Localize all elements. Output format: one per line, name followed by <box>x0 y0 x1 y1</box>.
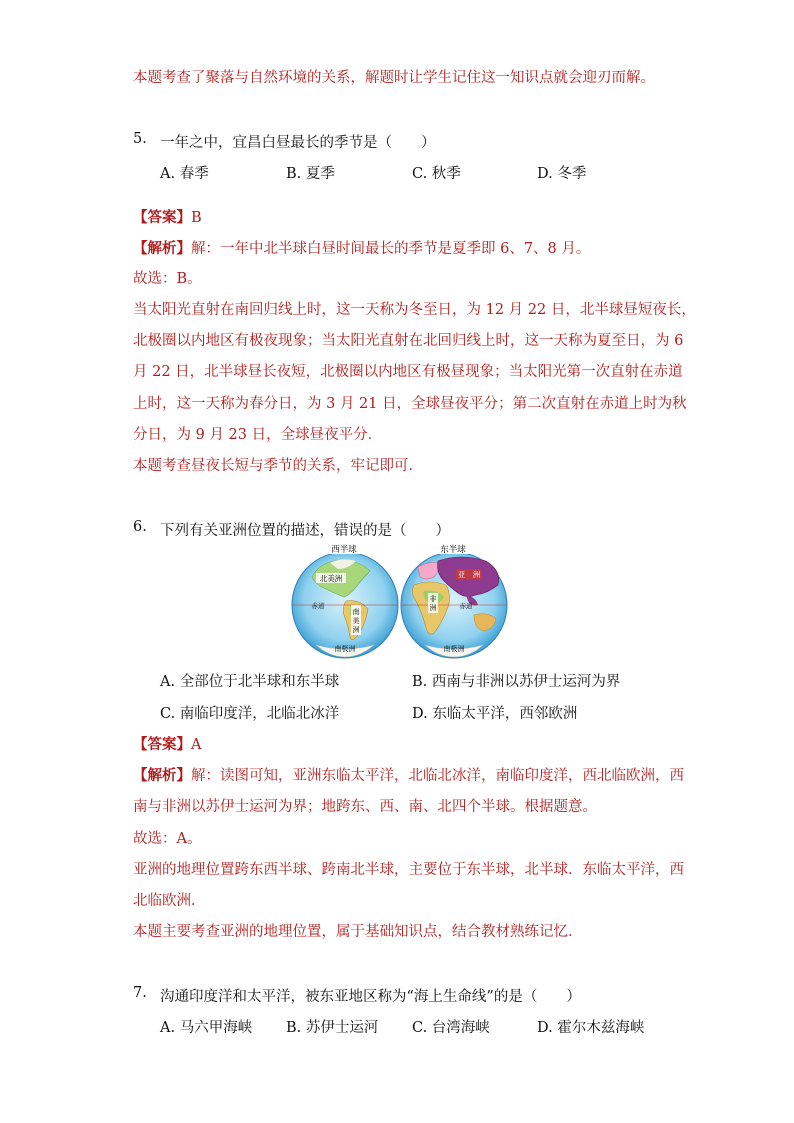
q6-explain-line: 北临欧洲． <box>133 893 206 909</box>
antarctica-label-east: 南极洲 <box>443 645 465 653</box>
q5-explain-line: 月 22 日，北半球昼长夜短，北极圈以内地区有极昼现象；当太阳光第一次直射在赤道 <box>133 364 683 380</box>
q7-text: 沟通印度洋和太平洋，被东亚地区称为“海上生命线”的是（ ） <box>160 989 581 1005</box>
analysis-tag: 【解析】 <box>133 767 191 784</box>
q7-option-d: D. 霍尔木兹海峡 <box>537 1020 645 1036</box>
hemispheres-map <box>290 541 526 659</box>
north-america-label: 北美洲 <box>319 574 343 583</box>
east-hemisphere-title: 东半球 <box>440 545 466 555</box>
analysis-tag: 【解析】 <box>133 240 191 257</box>
analysis-text: 解：读图可知，亚洲东临太平洋，北临北冰洋，南临印度洋，西北临欧洲，西 <box>191 768 684 784</box>
q6-option-a: A. 全部位于北半球和东半球 <box>160 674 340 690</box>
south-america-label: 南美洲 <box>352 608 360 634</box>
eastern-hemisphere <box>401 543 507 658</box>
q6-answer <box>133 733 201 754</box>
q7-number: 7. <box>133 985 147 1001</box>
q5-option-d: D. 冬季 <box>537 166 587 182</box>
q5-answer <box>133 206 202 227</box>
q5-explain-line: 上时，这一天称为春分日，为 3 月 21 日，全球昼夜平分；第二次直射在赤道上时为秋 <box>133 396 687 412</box>
answer-value: A <box>191 737 202 753</box>
q5-summary: 本题考查昼夜长短与季节的关系，牢记即可． <box>133 458 423 474</box>
q5-text: 一年之中，宜昌白昼最长的季节是（ ） <box>160 135 436 151</box>
q5-option-b: B. 夏季 <box>286 166 335 182</box>
q6-number: 6. <box>133 519 147 535</box>
equator-label-east: 赤道 <box>459 602 473 610</box>
equator-label-west: 赤道 <box>311 602 325 610</box>
q5-choose: 故选：B。 <box>133 271 202 287</box>
western-hemisphere <box>292 543 398 658</box>
q5-explain-line: 分日，为 9 月 23 日，全球昼夜平分． <box>133 427 383 443</box>
q6-analysis <box>133 764 684 785</box>
q5-analysis <box>133 237 590 258</box>
answer-tag: 【答案】 <box>133 736 191 753</box>
q7-option-a: A. 马六甲海峡 <box>160 1020 253 1036</box>
q7-option-c: C. 台湾海峡 <box>412 1020 490 1036</box>
west-hemisphere-title: 西半球 <box>331 545 357 555</box>
q6-choose: 故选：A。 <box>133 831 202 847</box>
africa-label: 非洲 <box>429 595 437 612</box>
answer-value: B <box>191 210 202 226</box>
q6-option-d: D. 东临太平洋，西邻欧洲 <box>412 706 578 722</box>
answer-tag: 【答案】 <box>133 209 191 226</box>
q5-number: 5. <box>133 131 147 147</box>
prev-summary: 本题考查了聚落与自然环境的关系，解题时让学生记住这一知识点就会迎刃而解。 <box>133 70 655 86</box>
q5-option-c: C. 秋季 <box>412 166 461 182</box>
q6-text: 下列有关亚洲位置的描述，错误的是（ ） <box>160 523 450 539</box>
q6-option-b: B. 西南与非洲以苏伊士运河为界 <box>412 674 621 690</box>
q6-explain-line: 亚洲的地理位置跨东西半球、跨南北半球，主要位于东半球，北半球．东临太平洋，西 <box>133 862 684 878</box>
asia-label: 亚 洲 <box>457 570 481 579</box>
q5-explain-line: 当太阳光直射在南回归线上时，这一天称为冬至日，为 12 月 22 日，北半球昼短夜长， <box>133 302 696 318</box>
analysis-text: 解：一年中北半球白昼时间最长的季节是夏季即 6、7、8 月。 <box>191 241 591 257</box>
q5-explain-line: 北极圈以内地区有极夜现象；当太阳光直射在北回归线上时，这一天称为夏至日，为 6 <box>133 333 684 349</box>
q6-option-c: C. 南临印度洋，北临北冰洋 <box>160 706 340 722</box>
antarctica-label-west: 南极洲 <box>334 645 356 653</box>
q5-option-a: A. 春季 <box>160 166 209 182</box>
q7-option-b: B. 苏伊士运河 <box>286 1020 379 1036</box>
q6-summary: 本题主要考查亚洲的地理位置，属于基础知识点，结合教材熟练记忆． <box>133 924 583 940</box>
q6-analysis-line: 南与非洲以苏伊士运河为界；地跨东、西、南、北四个半球。根据题意。 <box>133 799 597 815</box>
